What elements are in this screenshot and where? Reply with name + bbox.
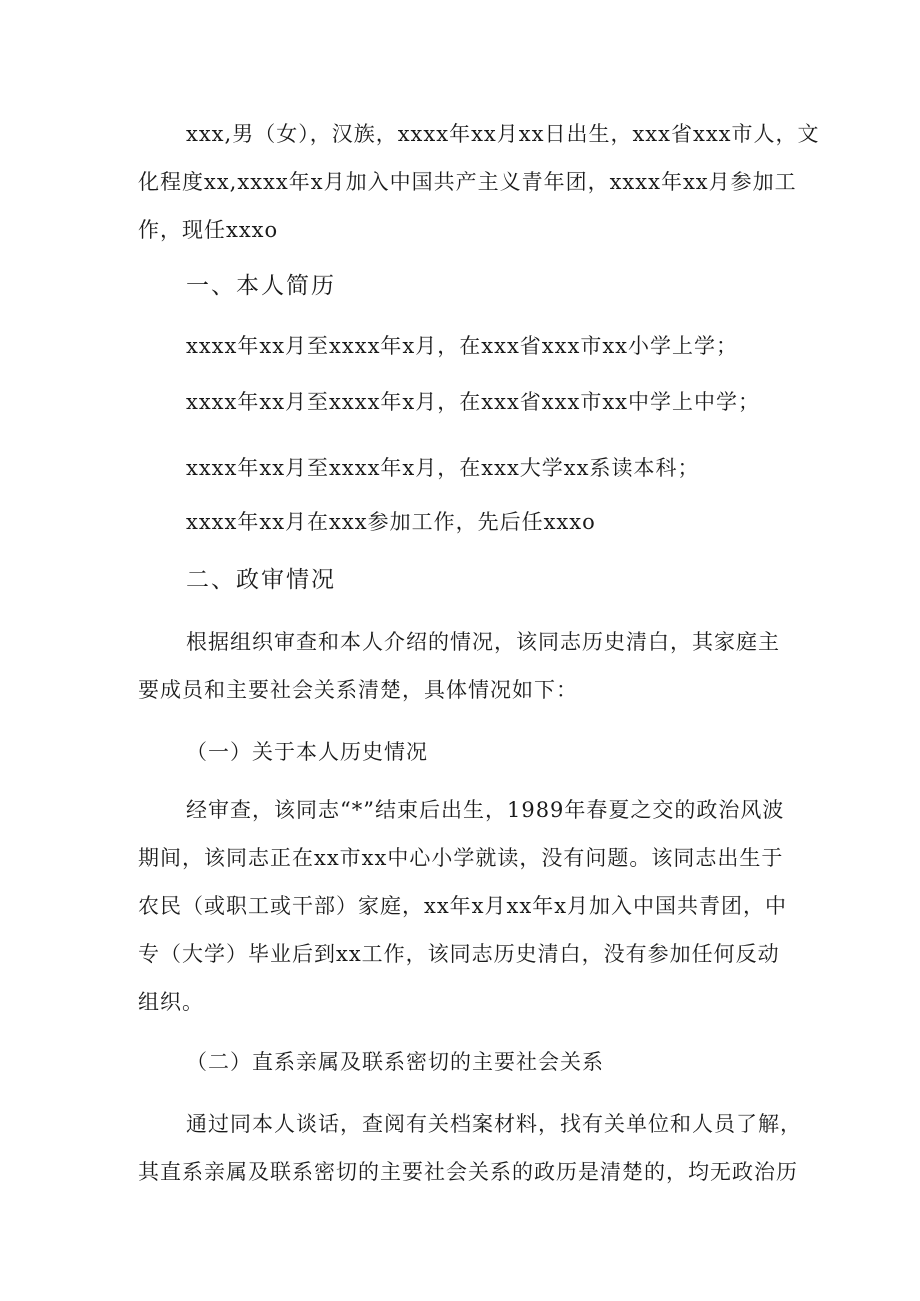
- list-item: xxxx年xx月在xxx参加工作，先后任xxxo: [186, 510, 596, 534]
- text-line: 组织。: [138, 990, 204, 1014]
- text-line: 要成员和主要社会关系清楚，具体情况如下：: [138, 678, 578, 702]
- section-heading-resume: 一、本人简历: [186, 273, 336, 299]
- list-item: xxxx年xx月至xxxx年x月，在xxx省xxx市xx中学上中学；: [186, 390, 761, 414]
- list-item: xxxx年xx月至xxxx年x月，在xxx大学xx系读本科；: [186, 456, 700, 480]
- text-line: 经审查，该同志“*”结束后出生，1989年春夏之交的政治风波: [186, 798, 785, 822]
- subsection-heading-personal-history: （一）关于本人历史情况: [186, 740, 428, 764]
- text-line: 其直系亲属及联系密切的主要社会关系的政历是清楚的，均无政治历: [138, 1160, 798, 1184]
- text-line: 通过同本人谈话，查阅有关档案材料，找有关单位和人员了解，: [186, 1112, 802, 1136]
- text-line: 农民（或职工或干部）家庭，xx年x月xx年x月加入中国共青团，中: [138, 894, 788, 918]
- section-heading-political-review: 二、政审情况: [186, 567, 336, 593]
- text-line: 根据组织审查和本人介绍的情况，该同志历史清白，其家庭主: [186, 630, 780, 654]
- text-line: 作，现任xxxo: [138, 218, 279, 242]
- subsection-heading-relatives: （二）直系亲属及联系密切的主要社会关系: [186, 1050, 604, 1074]
- list-item: xxxx年xx月至xxxx年x月，在xxx省xxx市xx小学上学；: [186, 334, 739, 358]
- text-line: 化程度xx,xxxx年x月加入中国共产主义青年团，xxxx年xx月参加工: [138, 170, 797, 194]
- text-line: 专（大学）毕业后到xx工作，该同志历史清白，没有参加任何反动: [138, 942, 780, 966]
- text-line: 期间，该同志正在xx市xx中心小学就读，没有问题。该同志出生于: [138, 846, 784, 870]
- text-line: xxx,男（女），汉族，xxxx年xx月xx日出生，xxx省xxx市人，文: [186, 122, 820, 146]
